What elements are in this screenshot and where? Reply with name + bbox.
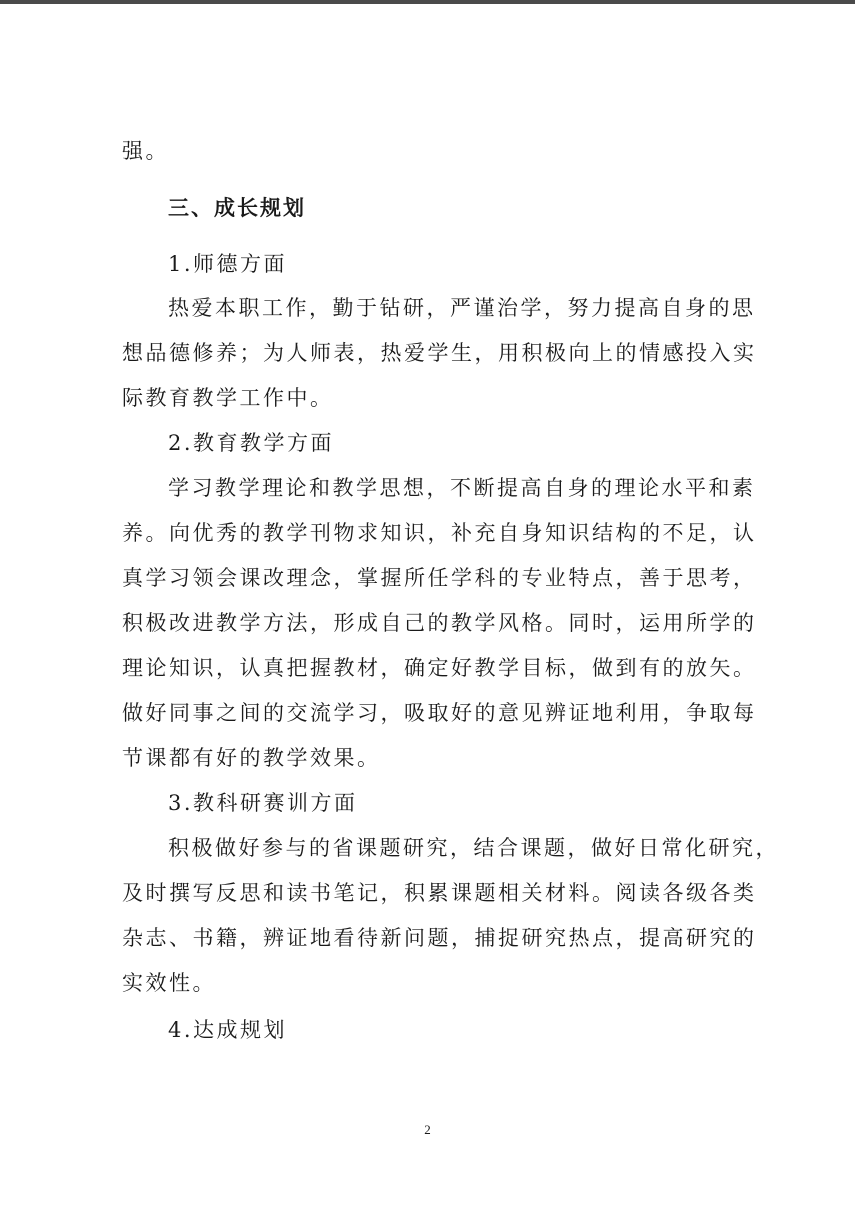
paragraph-line: 想品德修养；为人师表，热爱学生，用积极向上的情感投入实 [122,341,757,365]
paragraph-line: 理论知识，认真把握教材，确定好教学目标，做到有的放矢。 [122,656,757,680]
paragraph-line: 杂志、书籍，辨证地看待新问题，捕捉研究热点，提高研究的 [122,926,757,950]
paragraph-line: 养。向优秀的教学刊物求知识，补充自身知识结构的不足，认 [122,521,757,545]
continued-text-fragment: 强。 [122,139,169,163]
paragraph-line: 做好同事之间的交流学习，吸取好的意见辨证地利用，争取每 [122,701,757,725]
paragraph-line: 实效性。 [122,971,216,995]
paragraph-line: 真学习领会课改理念，掌握所任学科的专业特点，善于思考， [122,566,757,590]
page-number: 2 [424,1122,431,1137]
subheading-goals: 4.达成规划 [168,1018,288,1042]
subheading-ethics: 1.师德方面 [168,252,288,276]
paragraph-line: 节课都有好的教学效果。 [122,746,381,770]
paragraph-line: 际教育教学工作中。 [122,386,334,410]
paragraph-line: 积极做好参与的省课题研究，结合课题，做好日常化研究， [168,836,779,860]
paragraph-line: 及时撰写反思和读书笔记，积累课题相关材料。阅读各级各类 [122,881,757,905]
paragraph-line: 热爱本职工作，勤于钻研，严谨治学，努力提高自身的思 [168,296,756,320]
section-heading: 三、成长规划 [168,195,306,220]
paragraph-line: 学习教学理论和教学思想，不断提高自身的理论水平和素 [168,476,756,500]
paragraph-line: 积极改进教学方法，形成自己的教学风格。同时，运用所学的 [122,611,757,635]
subheading-teaching: 2.教育教学方面 [168,431,335,455]
subheading-research: 3.教科研赛训方面 [168,791,358,815]
